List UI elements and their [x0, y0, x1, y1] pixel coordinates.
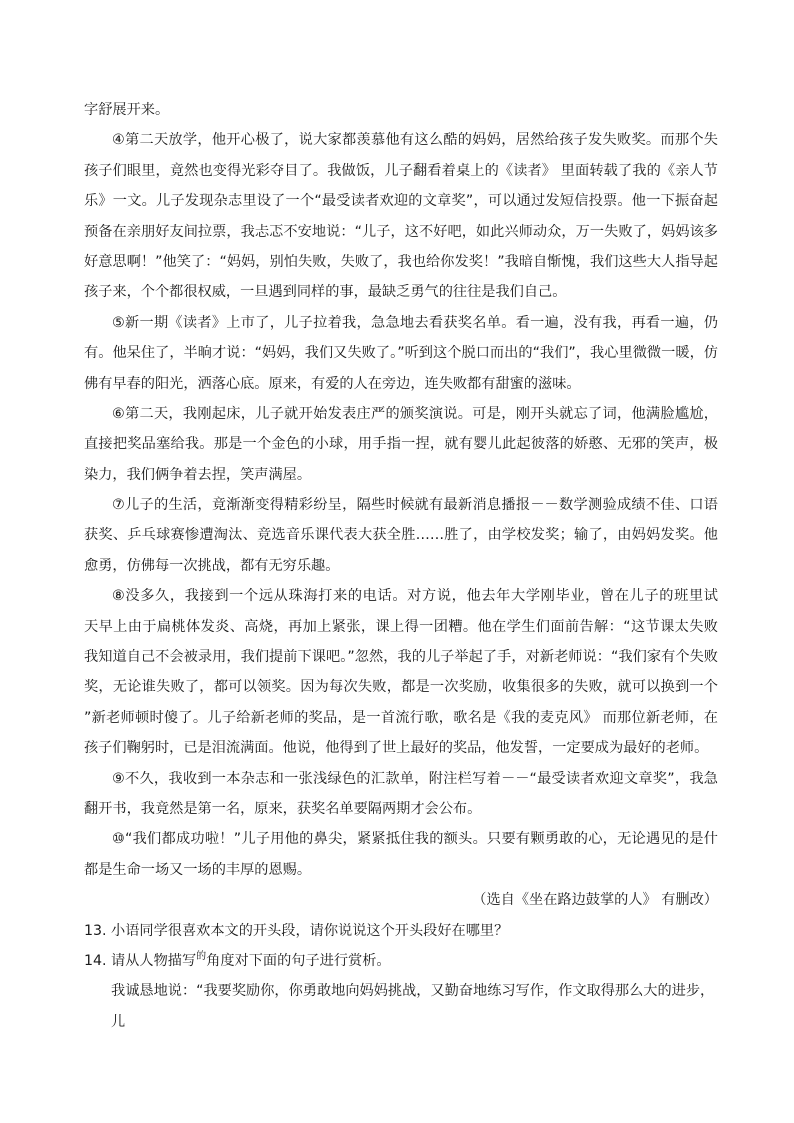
- paragraph-line: 乐》一文。儿子发现杂志里设了一个“最受读者欢迎的文章奖”，可以通过发短信投票。他一下振奋起: [84, 193, 718, 210]
- paragraph-line: ④第二天放学，他开心极了，说大家都羡慕他有这么酷的妈妈，居然给孩子发失败奖。而那个失: [112, 132, 718, 149]
- paragraph-line: 翻开书，我竟然是第一名，原来，获奖名单要隔两期才会公布。: [84, 800, 482, 817]
- question-text-part: 请从人物描写: [111, 952, 197, 969]
- paragraph-8: [84, 581, 718, 763]
- paragraph-line: ”新老师顿时傻了。儿子给新老师的奖品，是一首流行歌，歌名是《我的麦克风》 而那位新老师，在: [84, 709, 718, 726]
- paragraph-line: 愈勇，仿佛每一次挑战，都有无穷乐趣。: [84, 557, 340, 574]
- paragraph-3-tail: 字舒展开来。: [84, 102, 170, 118]
- paragraph-line: 孩子们鞠躬时，已是泪流满面。他说，他得到了世上最好的奖品，他发誓，一定要成为最好的老师。: [84, 740, 709, 757]
- paragraph-6: [84, 399, 718, 490]
- paragraph-4: [84, 125, 718, 307]
- paragraph-line: 都是生命一场又一场的丰厚的恩赐。: [84, 861, 312, 878]
- superscript-char: 的: [196, 950, 207, 962]
- indent-spacer: [84, 976, 111, 1006]
- paragraph-line: 佛有早春的阳光，洒落心底。原来，有爱的人在旁边，连失败都有甜蜜的滋味。: [84, 375, 581, 392]
- question-number: 14.: [84, 952, 107, 969]
- quote-text: 我诚恳地说：“我要奖励你，你勇敢地向妈妈挑战，又勤奋地练习写作，作文取得那么大的进步，儿: [111, 983, 715, 1030]
- paragraph-line: 孩子们眼里，竟然也变得光彩夺目了。我做饭，儿子翻看着桌上的《读者》 里面转载了我的《亲人节: [84, 162, 718, 179]
- paragraph-7: [84, 490, 718, 581]
- paragraph-line: 获奖、乒乓球赛惨遭淘汰、竞选音乐课代表大获全胜……胜了，由学校发奖；输了，由妈妈发奖。他: [84, 527, 718, 544]
- source-citation: （选自《坐在路边鼓掌的人》 有删改）: [472, 892, 718, 909]
- paragraph-line: 奖，无论谁失败了，都可以领奖。因为每次失败，都是一次奖励，收集很多的失败，就可以换到一个: [84, 679, 718, 696]
- paragraph-line: 我知道自己不会被录用，我们提前下课吧。”忽然，我的儿子举起了手，对新老师说：“我们家有个失败: [84, 649, 718, 666]
- paragraph-line: 有。他呆住了，半晌才说：“妈妈，我们又失败了。”听到这个脱口而出的“我们”，我心里微微一暖，仿: [84, 345, 718, 362]
- paragraph-line: 好意思啊！”他笑了：“妈妈，别怕失败，失败了，我也给你发奖！”我暗自惭愧，我们这些大人指导起: [84, 253, 718, 270]
- question-text: [111, 946, 391, 976]
- paragraph-line: ⑩“我们都成功啦！”儿子用他的鼻尖，紧紧抵住我的额头。只要有颗勇敢的心，无论遇见的是什: [112, 831, 718, 848]
- paragraph-line: ⑦儿子的生活，竟渐渐变得精彩纷呈，隔些时候就有最新消息播报－－数学测验成绩不佳、口语: [112, 497, 718, 514]
- paragraph-line: ⑥第二天，我刚起床，儿子就开始发表庄严的颁奖演说。可是，刚开头就忘了词，他满脸尴尬，: [112, 405, 718, 422]
- question-13: [84, 916, 718, 946]
- question-14: [84, 946, 718, 976]
- paragraph-line: 直接把奖品塞给我。那是一个金色的小球，用手指一捏，就有婴儿此起彼落的娇憨、无邪的笑声，极: [84, 436, 718, 453]
- question-text-part: 角度对下面的句子进行赏析。: [206, 952, 391, 969]
- question-14-quote: [84, 976, 718, 1030]
- paragraph-5: [84, 308, 718, 399]
- paragraph-line: ⑤新一期《读者》上市了，儿子拉着我，急急地去看获奖名单。看一遍，没有我，再看一遍，仍: [112, 314, 718, 331]
- paragraph-line: ⑨不久，我收到一本杂志和一张浅绿色的汇款单，附注栏写着－－“最受读者欢迎文章奖”，我急: [112, 770, 718, 787]
- paragraph-line: 染力，我们俩争着去捏，笑声满屋。: [84, 466, 312, 483]
- document-page: [84, 95, 718, 1030]
- question-number: 13.: [84, 922, 107, 939]
- question-text: 小语同学很喜欢本文的开头段，请你说说这个开头段好在哪里？: [111, 922, 509, 939]
- paragraph-line: 孩子来，个个都很权威，一旦遇到同样的事，最缺乏勇气的往往是我们自己。: [84, 284, 567, 301]
- paragraph-line: ⑧没多久，我接到一个远从珠海打来的电话。对方说，他去年大学刚毕业，曾在儿子的班里试: [112, 588, 718, 605]
- paragraph-line: 天早上由于扁桃体发炎、高烧，再加上紧张，课上得一团糟。他在学生们面前告解：“这节课太失败: [84, 618, 718, 635]
- paragraph-line: 预备在亲朋好友间拉票，我忐忑不安地说：“儿子，这不好吧，如此兴师动众，万一失败了，妈妈该多: [84, 223, 718, 240]
- paragraph-9: [84, 764, 718, 825]
- paragraph-10: [84, 824, 718, 885]
